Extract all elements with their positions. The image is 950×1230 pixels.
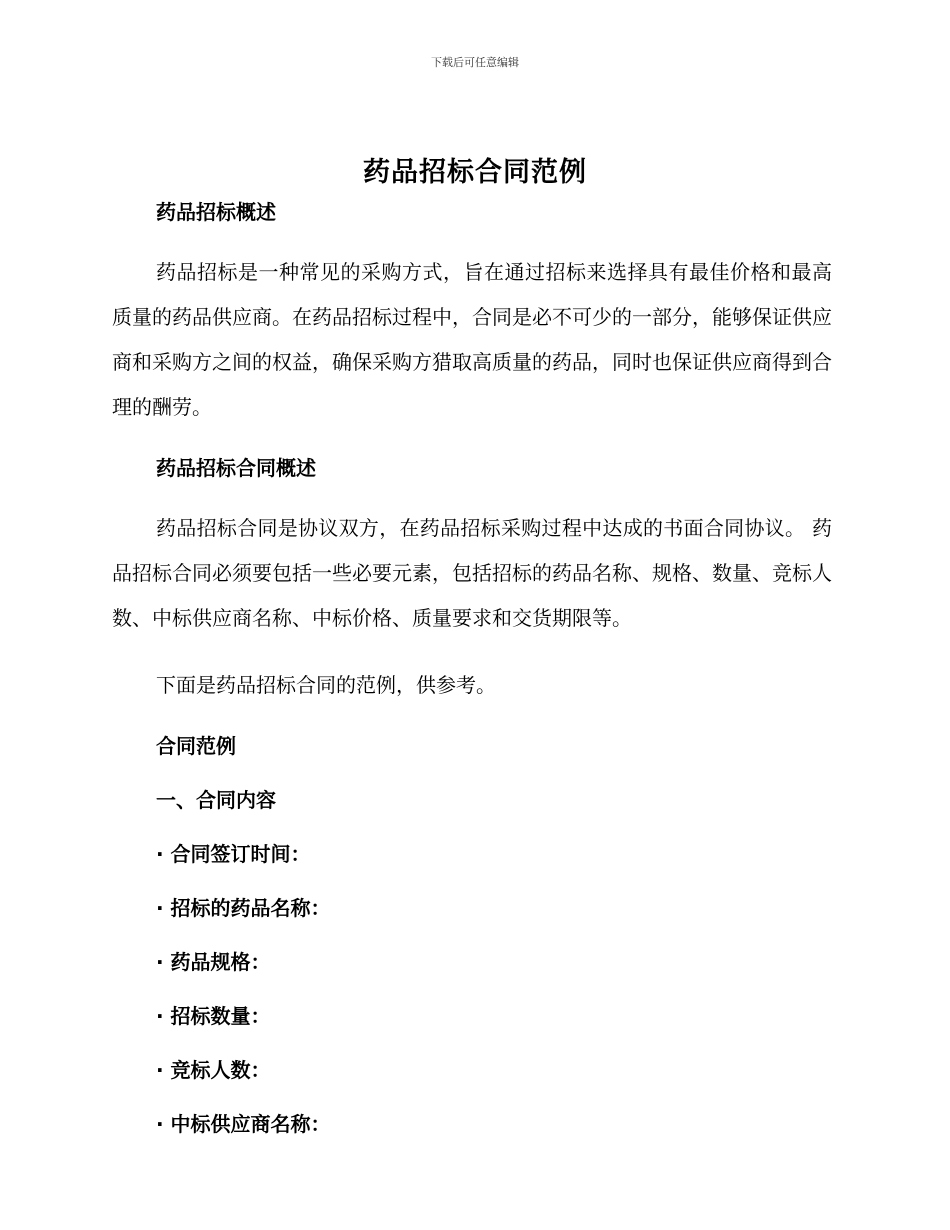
section-paragraph-reference: 下面是药品招标合同的范例，供参考。 (156, 673, 496, 697)
document-body (112, 196, 832, 1140)
document-title: 药品招标合同范例 (363, 157, 587, 188)
section-heading-overview: 药品招标概述 (156, 200, 276, 224)
field-drug-spec: · 药品规格： (156, 950, 271, 974)
field-signing-time: · 合同签订时间： (156, 842, 311, 866)
field-bidder-count: · 竞标人数： (156, 1058, 271, 1082)
field-drug-name: · 招标的药品名称： (156, 896, 331, 920)
section-paragraph-overview: 药品招标是一种常见的采购方式，旨在通过招标来选择具有最佳价格和最高质量的药品供应商。在药品招标过程中，合同是必不可少的一部分，能够保证供应商和采购方之间的权益，确保采购方猎取高质量的药品，同时也保证供应商得到合理的酬劳。 (112, 260, 832, 419)
page-header-note: 下载后可任意编辑 (431, 56, 519, 69)
section-paragraph-contract-overview: 药品招标合同是协议双方，在药品招标采购过程中达成的书面合同协议。 药品招标合同必须要包括一些必要元素，包括招标的药品名称、规格、数量、竞标人数、中标供应商名称、中标价格、质量要求和交货期限等。 (112, 516, 832, 630)
section-heading-contract-overview: 药品招标合同概述 (156, 456, 316, 480)
example-heading: 合同范例 (156, 734, 236, 758)
field-tender-quantity: · 招标数量： (156, 1004, 271, 1028)
field-winning-supplier: · 中标供应商名称： (156, 1112, 331, 1136)
part-one-heading: 一、合同内容 (156, 788, 276, 812)
